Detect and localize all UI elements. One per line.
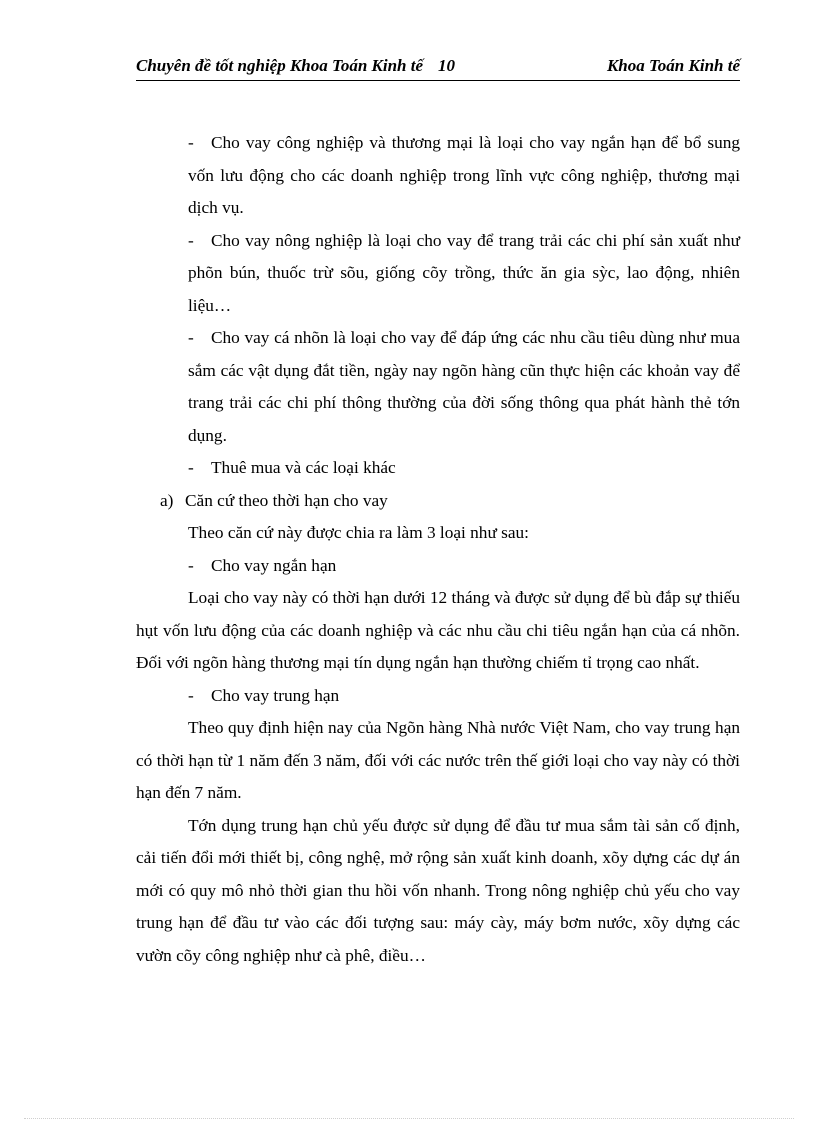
paragraph-medium-term-heading bbox=[136, 680, 740, 713]
bullet-dash: - bbox=[188, 458, 194, 477]
paragraph-agricultural-loan bbox=[136, 225, 740, 323]
paragraph-text: Cho vay nông nghiệp là loại cho vay để trang trải các chi phí sản xuất như phõn bún, thuốc trừ sõu, giống cõy trồng, thức ăn gia sỳc, lao động, nhiên liệu… bbox=[188, 230, 740, 315]
paragraph-text: Thuê mua và các loại khác bbox=[211, 458, 396, 477]
section-heading-term bbox=[136, 485, 740, 518]
document-body bbox=[136, 127, 740, 972]
paragraph-text: Cho vay trung hạn bbox=[211, 685, 340, 705]
paragraph-intro: Theo căn cứ này được chia ra làm 3 loại như sau: bbox=[188, 523, 529, 542]
section-marker: a) bbox=[160, 490, 174, 510]
paragraph-industrial-loan bbox=[136, 127, 740, 225]
bullet-dash: - bbox=[188, 685, 194, 705]
bullet-dash: - bbox=[188, 133, 194, 152]
paragraph-medium-term-usage: Tớn dụng trung hạn chủ yếu được sử dụng để đầu tư mua sắm tài sản cố định, cải tiến đổi mới thiết bị, công nghệ, mở rộng sản xuất kinh doanh, xõy dựng các dự án mới có quy mô nhỏ thời gian thu hồi vốn nhanh. Trong nông nghiệp chủ yếu cho vay trung hạn để đầu tư vào các đối tượng sau: máy cày, máy bơm nước, xõy dựng các vườn cõy công nghiệp như cà phê, điều… bbox=[136, 815, 740, 965]
paragraph-text: Cho vay cá nhõn là loại cho vay để đáp ứng các nhu cầu tiêu dùng như mua sắm các vật dụng đắt tiền, ngày nay ngõn hàng cũn thực hiện các khoản vay để trang trải các chi phí thông thường của đời sống thông qua phát hành thẻ tớn dụng. bbox=[188, 328, 740, 445]
footer-dotted-line bbox=[24, 1118, 794, 1119]
paragraph-personal-loan bbox=[136, 322, 740, 452]
bullet-dash: - bbox=[188, 328, 194, 347]
bullet-dash: - bbox=[188, 555, 194, 575]
paragraph-leasing bbox=[136, 452, 740, 485]
paragraph-short-term-heading bbox=[136, 550, 740, 583]
page-number: 10 bbox=[438, 56, 455, 75]
bullet-dash: - bbox=[188, 230, 194, 250]
header-department: Khoa Toán Kinh tế bbox=[606, 56, 740, 75]
paragraph-short-term-body: Loại cho vay này có thời hạn dưới 12 tháng và được sử dụng để bù đắp sự thiếu hụt vốn lưu động của các doanh nghiệp và các nhu cầu chi tiêu ngắn hạn của cá nhõn. Đối với ngõn hàng thương mại tín dụng ngắn hạn thường chiếm tỉ trọng cao nhất. bbox=[136, 588, 740, 672]
paragraph-text: Cho vay công nghiệp và thương mại là loại cho vay ngắn hạn để bổ sung vốn lưu động cho các doanh nghiệp trong lĩnh vực công nghiệp, thương mại dịch vụ. bbox=[188, 133, 740, 217]
section-heading-text: Căn cứ theo thời hạn cho vay bbox=[185, 490, 388, 510]
paragraph-medium-term-regulation: Theo quy định hiện nay của Ngõn hàng Nhà nước Việt Nam, cho vay trung hạn có thời hạn từ 1 năm đến 3 năm, đối với các nước trên thế giới loại cho vay này có thời hạn đến 7 năm. bbox=[136, 718, 740, 802]
header-title: Chuyên đề tốt nghiệp Khoa Toán Kinh tế bbox=[136, 56, 424, 75]
page-header bbox=[136, 56, 740, 81]
paragraph-text: Cho vay ngắn hạn bbox=[211, 555, 337, 575]
